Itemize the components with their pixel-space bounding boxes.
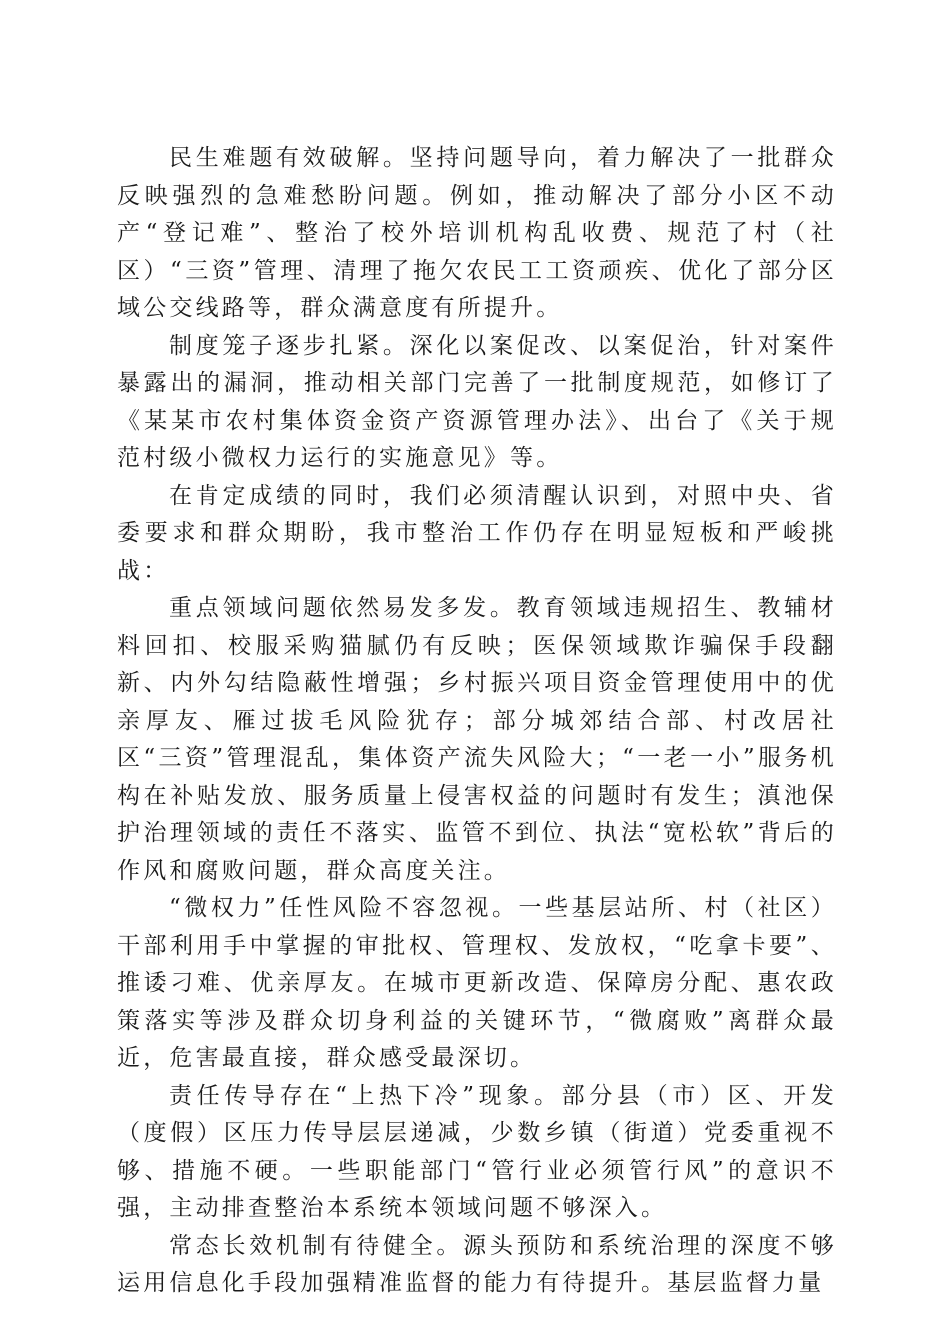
paragraph-micro-power: “微权力”任性风险不容忽视。一些基层站所、村（社区）干部利用手中掌握的审批权、管理权、发放权，“吃拿卡要”、推诿刁难、优亲厚友。在城市更新改造、保障房分配、惠农政策落实等涉及群众切身利益的关键环节，“微腐败”离群众最近，危害最直接，群众感受最深切。 [117,895,837,1071]
paragraph-challenges-intro: 在肯定成绩的同时，我们必须清醒认识到，对照中央、省委要求和群众期盼，我市整治工作仍存在明显短板和严峻挑战： [117,482,837,584]
paragraph-livelihood-issues: 民生难题有效破解。坚持问题导向，着力解决了一批群众反映强烈的急难愁盼问题。例如，推动解决了部分小区不动产“登记难”、整治了校外培训机构乱收费、规范了村（社区）“三资”管理、清理了拖欠农民工工资顽疾、优化了部分区域公交线路等，群众满意度有所提升。 [117,145,837,321]
paragraph-long-term-mechanism: 常态长效机制有待健全。源头预防和系统治理的深度不够运用信息化手段加强精准监督的能力有待提升。基层监督力量 [117,1232,837,1296]
document-body [117,140,837,1303]
paragraph-responsibility: 责任传导存在“上热下冷”现象。部分县（市）区、开发（度假）区压力传导层层递减，少数乡镇（街道）党委重视不够、措施不硬。一些职能部门“管行业必须管行风”的意识不强，主动排查整治本系统本领域问题不够深入。 [117,1082,837,1221]
paragraph-institutional-cage: 制度笼子逐步扎紧。深化以案促改、以案促治，针对案件暴露出的漏洞，推动相关部门完善了一批制度规范，如修订了《某某市农村集体资金资产资源管理办法》、出台了《关于规范村级小微权力运行的实施意见》等。 [117,332,837,471]
paragraph-key-areas: 重点领域问题依然易发多发。教育领域违规招生、教辅材料回扣、校服采购猫腻仍有反映；医保领域欺诈骗保手段翻新、内外勾结隐蔽性增强；乡村振兴项目资金管理使用中的优亲厚友、雁过拔毛风险犹存；部分城郊结合部、村改居社区“三资”管理混乱，集体资产流失风险大；“一老一小”服务机构在补贴发放、服务质量上侵害权益的问题时有发生；滇池保护治理领域的责任不落实、监管不到位、执法“宽松软”背后的作风和腐败问题，群众高度关注。 [117,595,837,884]
